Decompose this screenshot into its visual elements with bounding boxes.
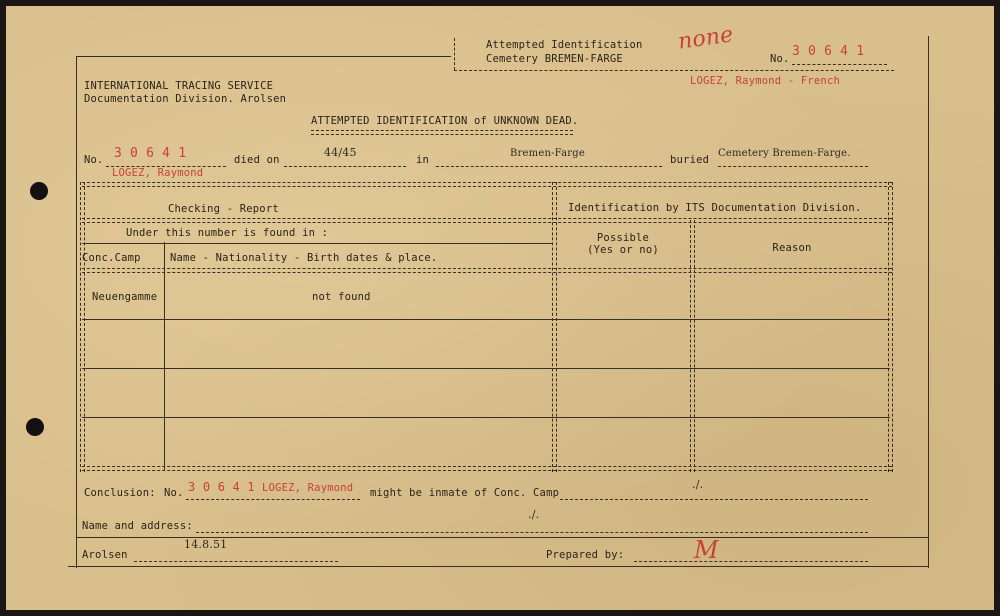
- name-address-label: Name and address:: [82, 520, 193, 532]
- col-reason-header: Reason: [772, 242, 812, 254]
- conclusion-no-label: No.: [164, 487, 184, 499]
- record-no-label: No.: [84, 154, 104, 166]
- conclusion-text: might be inmate of Conc. Camp: [370, 487, 560, 499]
- died-on-label: died on: [234, 154, 280, 166]
- conclusion-label: Conclusion:: [84, 487, 156, 499]
- header-box-no-value: 3 0 6 4 1: [792, 44, 865, 59]
- header-no-dots: [792, 64, 887, 65]
- table-header-bottom: [82, 268, 892, 273]
- prepared-by-dots: [634, 561, 868, 562]
- punch-hole-top: [30, 182, 48, 200]
- table-divider-camp: [164, 242, 165, 470]
- died-on-value: 44/45: [324, 146, 357, 159]
- table-subheader-rule: [82, 218, 892, 223]
- in-label: in: [416, 154, 430, 166]
- arolsen-date: 14.8.51: [184, 538, 228, 551]
- org-line2: Documentation Division. Arolsen: [84, 93, 287, 105]
- col-name-header: Name - Nationality - Birth dates & place.: [170, 252, 438, 264]
- punch-hole-bottom: [26, 418, 44, 436]
- table-divider-possible: [690, 220, 695, 472]
- prepared-by-label: Prepared by:: [546, 549, 625, 561]
- col-camp-header: Conc.Camp: [82, 252, 141, 264]
- conclusion-no-dots: [186, 499, 360, 500]
- buried-label: buried: [670, 154, 710, 166]
- row-camp-value: Neuengamme: [92, 291, 158, 303]
- bottom-rule: [68, 566, 928, 567]
- died-on-dots: [284, 166, 406, 167]
- handwritten-none: none: [676, 22, 735, 55]
- header-box-no-label: No.: [770, 53, 790, 65]
- record-no-value: 3 0 6 4 1: [114, 146, 187, 161]
- record-card: [6, 6, 994, 610]
- identification-header: Identification by ITS Documentation Division.: [568, 202, 862, 214]
- row-name-value: not found: [312, 291, 371, 303]
- conclusion-camp-value: ./.: [692, 478, 704, 491]
- checking-report-header: Checking - Report: [168, 203, 279, 215]
- header-box-line2: Cemetery BREMEN-FARGE: [486, 53, 623, 65]
- table-left-border: [80, 182, 85, 472]
- conclusion-camp-dots: [560, 499, 868, 500]
- name-address-dots: [196, 532, 868, 533]
- right-rule: [928, 36, 929, 568]
- row-rule-1: [82, 319, 890, 320]
- table-top-border: [82, 182, 892, 187]
- org-line1: INTERNATIONAL TRACING SERVICE: [84, 80, 274, 92]
- document-title: ATTEMPTED IDENTIFICATION of UNKNOWN DEAD.: [311, 115, 579, 127]
- record-name-value: LOGEZ, Raymond: [112, 167, 204, 179]
- conclusion-no-value: 3 0 6 4 1: [188, 480, 255, 494]
- buried-dots: [718, 166, 868, 167]
- table-bottom-border: [82, 466, 892, 471]
- under-number-rule: [82, 243, 552, 244]
- in-dots: [436, 166, 662, 167]
- top-rule: [76, 56, 451, 57]
- col-possible-header-2: (Yes or no): [587, 244, 659, 256]
- header-box-left: [454, 38, 455, 70]
- header-box-bottom: [454, 70, 894, 71]
- prepared-by-initial: M: [694, 536, 719, 564]
- table-right-border: [888, 182, 893, 472]
- conclusion-name-value: LOGEZ, Raymond: [262, 482, 354, 494]
- arolsen-dots: [134, 561, 338, 562]
- buried-value: Cemetery Bremen-Farge.: [718, 148, 851, 159]
- arolsen-label: Arolsen: [82, 549, 128, 561]
- name-address-value: ./.: [528, 508, 540, 521]
- in-value: Bremen-Farge: [510, 148, 585, 159]
- header-box-line1: Attempted Identification: [486, 39, 643, 51]
- name-stamp: LOGEZ, Raymond - French: [690, 75, 840, 87]
- row-rule-3: [82, 417, 890, 418]
- title-underline: [311, 130, 573, 135]
- under-number-header: Under this number is found in :: [126, 227, 329, 239]
- col-possible-header-1: Possible: [596, 232, 650, 244]
- table-divider-identification: [552, 182, 557, 472]
- left-rule: [76, 56, 77, 568]
- row-rule-2: [82, 368, 890, 369]
